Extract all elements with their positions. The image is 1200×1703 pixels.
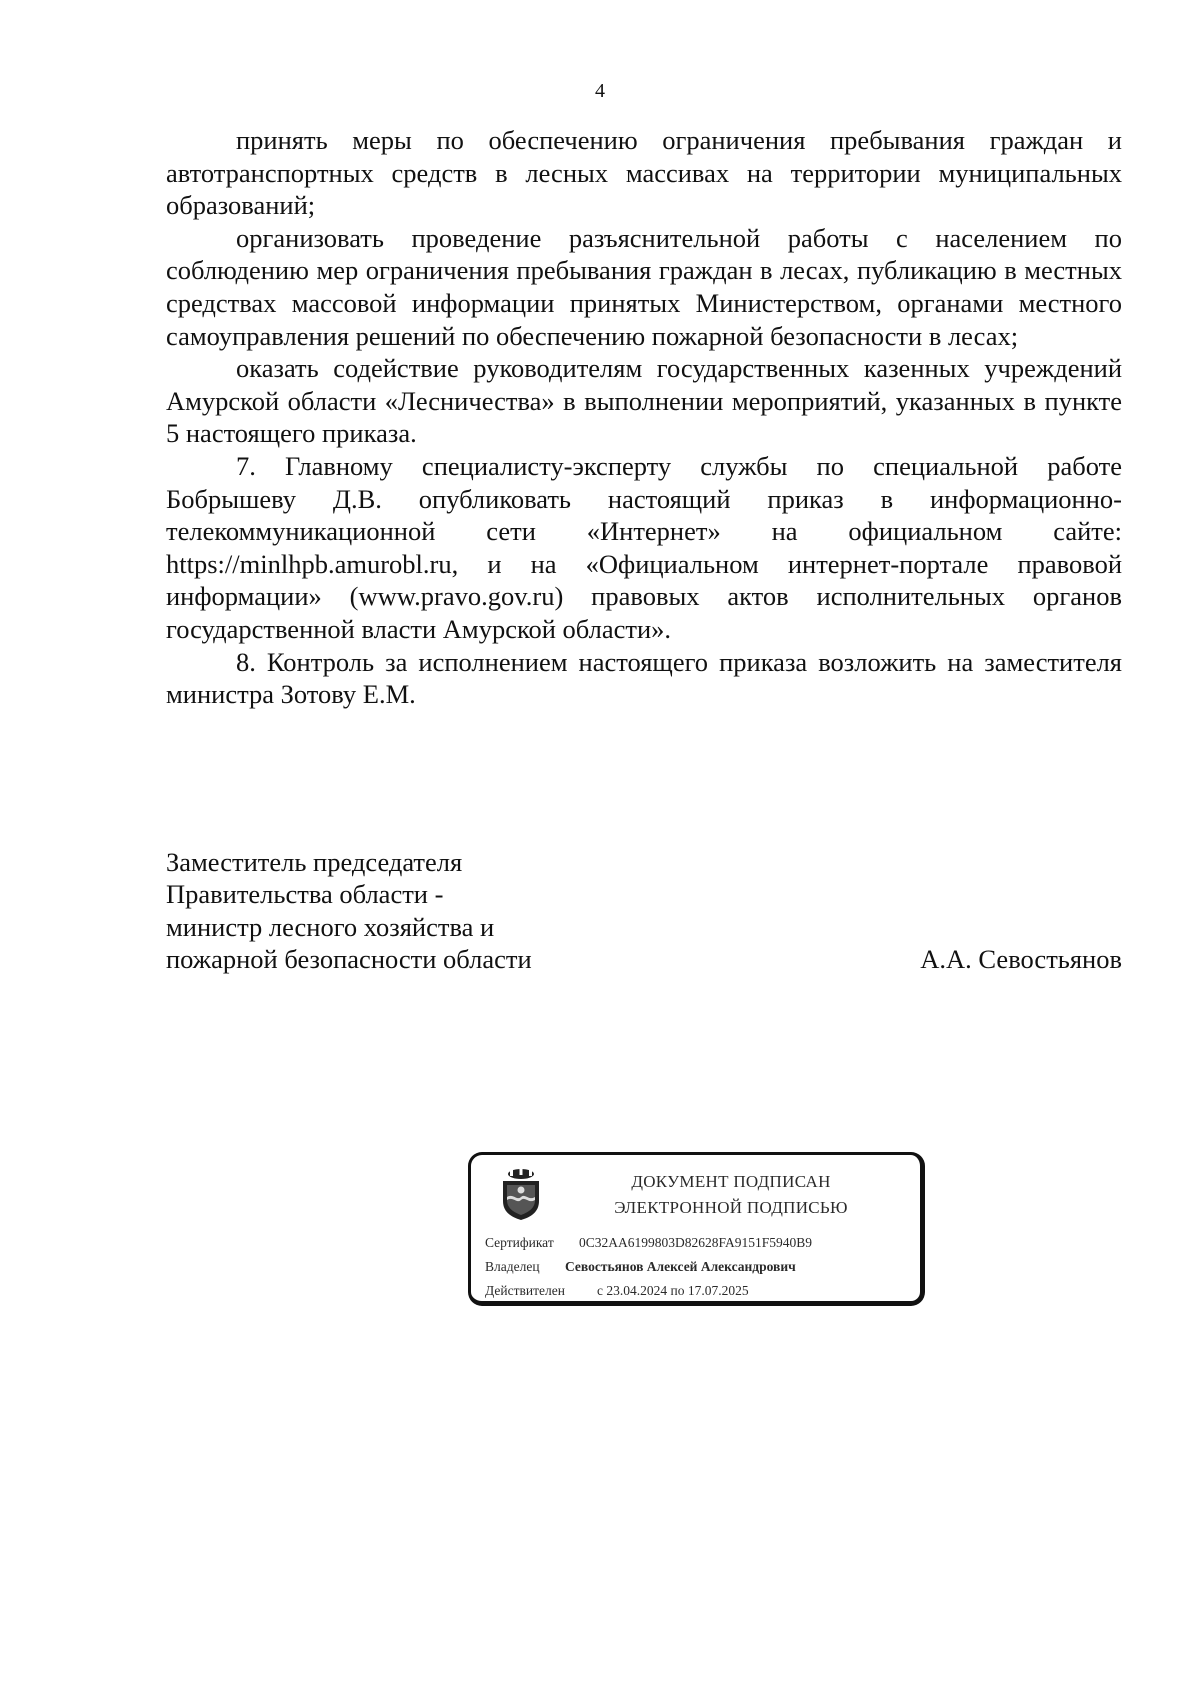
stamp-title bbox=[581, 1169, 881, 1221]
paragraph-item-7-publication: 7. Главному специалисту-эксперту службы по специальной работе Бобрышеву Д.В. опубликовать настоящий приказ в информационно-телекоммуникационной сети «Интернет» на официальном сайте: https://minlhpb.amurobl.ru, и на «Официальном интернет-портале правовой информации» (www.pravo.gov.ru) правовых актов исполнительных органов государственной власти Амурской области». bbox=[166, 450, 1122, 644]
paragraph-explanatory-work: организовать проведение разъяснительной работы с населением по соблюдению мер ограничения пребывания граждан в лесах, публикацию в местных средствах массовой информации принятых Министерством, органами местного самоуправления решений по обеспечению пожарной безопасности в лесах; bbox=[166, 222, 1122, 351]
stamp-title-line: ДОКУМЕНТ ПОДПИСАН bbox=[631, 1172, 831, 1191]
stamp-owner-value: Севостьянов Алексей Александрович bbox=[565, 1259, 796, 1274]
stamp-validity-label: Действителен bbox=[485, 1283, 565, 1298]
stamp-validity-row bbox=[485, 1279, 915, 1303]
stamp-owner-row bbox=[485, 1255, 915, 1279]
coat-of-arms-icon bbox=[501, 1167, 541, 1221]
signatory-position-line: министр лесного хозяйства и bbox=[166, 911, 495, 942]
stamp-certificate-label: Сертификат bbox=[485, 1235, 554, 1250]
paragraph-item-8-control: 8. Контроль за исполнением настоящего приказа возложить на заместителя министра Зотову Е.М. bbox=[166, 646, 1122, 710]
stamp-details bbox=[485, 1231, 915, 1303]
paragraph-assist-forestry: оказать содействие руководителям государственных казенных учреждений Амурской области «Лесничества» в выполнении мероприятий, указанных в пункте 5 настоящего приказа. bbox=[166, 353, 1122, 449]
page-number: 4 bbox=[595, 80, 605, 102]
stamp-owner-label: Владелец bbox=[485, 1259, 540, 1274]
signatory-name: А.А. Севостьянов bbox=[920, 944, 1122, 975]
stamp-title-line: ЭЛЕКТРОННОЙ ПОДПИСЬЮ bbox=[614, 1198, 848, 1217]
stamp-certificate-row bbox=[485, 1231, 915, 1255]
paragraph-restrict-access: принять меры по обеспечению ограничения пребывания граждан и автотранспортных средств в лесных массивах на территории муниципальных образований; bbox=[166, 125, 1122, 221]
signatory-position-line: Заместитель председателя bbox=[166, 847, 463, 877]
electronic-signature-stamp bbox=[468, 1152, 925, 1306]
signatory-position-line: пожарной безопасности области bbox=[166, 944, 532, 975]
signatory-position-line: Правительства области - bbox=[166, 879, 444, 910]
signature-block bbox=[166, 846, 1122, 976]
stamp-certificate-value: 0C32AA6199803D82628FA9151F5940B9 bbox=[579, 1235, 813, 1250]
stamp-validity-value: с 23.04.2024 по 17.07.2025 bbox=[597, 1283, 749, 1298]
document-body bbox=[166, 124, 1122, 711]
